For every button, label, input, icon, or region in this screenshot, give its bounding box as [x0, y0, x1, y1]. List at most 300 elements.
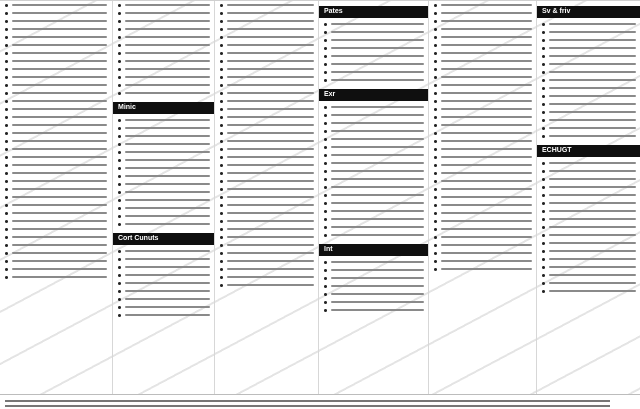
bullet-icon: [434, 36, 437, 39]
menu-item-text: [441, 100, 532, 102]
menu-item-row: [434, 209, 532, 217]
menu-item-text: [227, 164, 314, 166]
menu-item-text: [125, 135, 210, 137]
menu-item-text: [227, 124, 314, 126]
menu-item-row: [118, 41, 210, 49]
bullet-icon: [5, 68, 8, 71]
menu-item-text: [441, 84, 532, 86]
menu-item-text: [227, 180, 314, 182]
menu-item-text: [125, 191, 210, 193]
bullet-icon: [118, 290, 121, 293]
menu-item-row: [324, 274, 424, 282]
bullet-icon: [542, 266, 545, 269]
menu-item-text: [125, 20, 210, 22]
menu-item-row: [542, 44, 636, 52]
menu-item-row: [324, 183, 424, 191]
menu-item-row: [5, 41, 107, 49]
menu-item-row: [220, 201, 314, 209]
bullet-icon: [324, 79, 327, 82]
menu-item-text: [441, 172, 532, 174]
bullet-icon: [324, 154, 327, 157]
menu-item-text: [441, 196, 532, 198]
menu-item-row: [324, 159, 424, 167]
menu-item-text: [331, 31, 424, 33]
menu-item-row: [5, 177, 107, 185]
bullet-icon: [434, 68, 437, 71]
bullet-icon: [324, 31, 327, 34]
menu-item-row: [5, 25, 107, 33]
menu-item-text: [549, 202, 636, 204]
menu-item-row: [434, 121, 532, 129]
menu-item-row: [118, 33, 210, 41]
menu-item-row: [542, 100, 636, 108]
menu-item-text: [331, 269, 424, 271]
menu-column-4: [318, 1, 429, 394]
bullet-icon: [434, 260, 437, 263]
menu-item-row: [434, 73, 532, 81]
menu-item-row: [5, 209, 107, 217]
menu-item-text: [125, 274, 210, 276]
bullet-icon: [118, 258, 121, 261]
menu-item-row: [118, 212, 210, 220]
menu-item-row: [324, 306, 424, 314]
bullet-icon: [5, 20, 8, 23]
menu-item-text: [441, 260, 532, 262]
bullet-icon: [118, 143, 121, 146]
menu-item-text: [125, 28, 210, 30]
menu-item-text: [12, 12, 107, 14]
bullet-icon: [220, 84, 223, 87]
menu-item-text: [12, 132, 107, 134]
bullet-icon: [324, 293, 327, 296]
bullet-icon: [542, 242, 545, 245]
menu-item-text: [227, 28, 314, 30]
bullet-icon: [542, 258, 545, 261]
menu-item-row: [542, 28, 636, 36]
menu-item-text: [549, 119, 636, 121]
menu-item-row: [220, 137, 314, 145]
bullet-icon: [324, 146, 327, 149]
menu-column-3: [214, 1, 319, 394]
bullet-icon: [118, 274, 121, 277]
bullet-icon: [118, 266, 121, 269]
menu-item-text: [227, 172, 314, 174]
bullet-icon: [5, 52, 8, 55]
menu-item-row: [5, 161, 107, 169]
menu-item-row: [5, 273, 107, 281]
menu-item-row: [118, 164, 210, 172]
menu-item-row: [434, 145, 532, 153]
bullet-icon: [118, 76, 121, 79]
menu-item-text: [331, 162, 424, 164]
bullet-icon: [5, 76, 8, 79]
menu-item-text: [441, 52, 532, 54]
menu-item-text: [227, 204, 314, 206]
menu-item-row: [5, 257, 107, 265]
menu-item-text: [12, 36, 107, 38]
bullet-icon: [5, 276, 8, 279]
menu-item-text: [441, 140, 532, 142]
bullet-icon: [220, 100, 223, 103]
bullet-icon: [542, 178, 545, 181]
bullet-icon: [324, 23, 327, 26]
menu-item-row: [434, 201, 532, 209]
menu-item-text: [227, 36, 314, 38]
menu-item-row: [220, 273, 314, 281]
menu-item-text: [549, 55, 636, 57]
menu-item-text: [227, 236, 314, 238]
bullet-icon: [542, 119, 545, 122]
bullet-icon: [542, 79, 545, 82]
menu-item-text: [331, 309, 424, 311]
menu-item-text: [125, 298, 210, 300]
bullet-icon: [118, 12, 121, 15]
menu-item-text: [331, 55, 424, 57]
menu-item-text: [12, 116, 107, 118]
menu-item-row: [434, 137, 532, 145]
menu-item-text: [331, 47, 424, 49]
bullet-icon: [5, 100, 8, 103]
menu-item-text: [549, 79, 636, 81]
menu-item-text: [227, 12, 314, 14]
menu-item-text: [227, 52, 314, 54]
menu-item-text: [441, 116, 532, 118]
menu-item-row: [220, 265, 314, 273]
menu-item-text: [125, 290, 210, 292]
bullet-icon: [118, 84, 121, 87]
bullet-icon: [434, 236, 437, 239]
bullet-icon: [542, 87, 545, 90]
menu-item-text: [227, 20, 314, 22]
section-title: Cort Cunuts: [113, 233, 215, 245]
menu-item-text: [441, 188, 532, 190]
bullet-icon: [542, 127, 545, 130]
bullet-icon: [5, 204, 8, 207]
bullet-icon: [220, 68, 223, 71]
bullet-icon: [542, 103, 545, 106]
menu-item-text: [441, 92, 532, 94]
menu-item-row: [118, 204, 210, 212]
menu-item-text: [331, 261, 424, 263]
menu-item-row: [324, 298, 424, 306]
bullet-icon: [220, 172, 223, 175]
bullet-icon: [118, 119, 121, 122]
section-title: Pates: [319, 6, 429, 18]
menu-item-row: [542, 60, 636, 68]
menu-item-row: [434, 249, 532, 257]
menu-item-row: [5, 129, 107, 137]
bullet-icon: [5, 12, 8, 15]
bullet-icon: [542, 202, 545, 205]
menu-item-text: [12, 228, 107, 230]
menu-item-text: [331, 202, 424, 204]
bullet-icon: [324, 261, 327, 264]
menu-item-text: [549, 186, 636, 188]
menu-item-text: [12, 164, 107, 166]
menu-item-row: [118, 73, 210, 81]
menu-item-row: [324, 60, 424, 68]
menu-item-text: [125, 266, 210, 268]
menu-item-text: [227, 260, 314, 262]
bullet-icon: [324, 234, 327, 237]
bullet-icon: [118, 199, 121, 202]
menu-item-text: [549, 47, 636, 49]
bullet-icon: [220, 140, 223, 143]
menu-item-text: [12, 100, 107, 102]
menu-item-text: [125, 44, 210, 46]
menu-item-row: [324, 231, 424, 239]
bullet-icon: [324, 130, 327, 133]
menu-item-row: [5, 9, 107, 17]
bullet-icon: [118, 223, 121, 226]
menu-item-row: [220, 73, 314, 81]
menu-item-row: [434, 17, 532, 25]
bullet-icon: [542, 170, 545, 173]
menu-item-text: [441, 44, 532, 46]
bullet-icon: [220, 60, 223, 63]
footer-line-1: [5, 400, 610, 402]
bullet-icon: [542, 290, 545, 293]
menu-item-text: [125, 60, 210, 62]
menu-item-text: [12, 76, 107, 78]
bullet-icon: [5, 212, 8, 215]
menu-item-text: [331, 114, 424, 116]
menu-item-text: [125, 199, 210, 201]
menu-item-row: [118, 156, 210, 164]
bullet-icon: [5, 188, 8, 191]
menu-item-text: [227, 228, 314, 230]
menu-item-text: [441, 252, 532, 254]
bullet-icon: [434, 268, 437, 271]
menu-item-row: [220, 9, 314, 17]
menu-item-text: [331, 63, 424, 65]
bullet-icon: [324, 162, 327, 165]
menu-item-row: [118, 25, 210, 33]
bullet-icon: [5, 252, 8, 255]
bullet-icon: [5, 92, 8, 95]
menu-item-row: [324, 266, 424, 274]
bullet-icon: [542, 186, 545, 189]
bullet-icon: [324, 106, 327, 109]
menu-item-row: [118, 295, 210, 303]
menu-item-text: [549, 266, 636, 268]
menu-item-text: [227, 76, 314, 78]
menu-item-row: [5, 89, 107, 97]
menu-item-text: [331, 218, 424, 220]
bullet-icon: [220, 164, 223, 167]
menu-item-row: [434, 33, 532, 41]
menu-item-row: [542, 255, 636, 263]
menu-item-text: [441, 60, 532, 62]
menu-item-row: [118, 311, 210, 319]
bullet-icon: [324, 277, 327, 280]
menu-item-text: [125, 306, 210, 308]
menu-item-row: [220, 225, 314, 233]
bullet-icon: [220, 244, 223, 247]
menu-item-text: [125, 282, 210, 284]
menu-item-text: [441, 236, 532, 238]
menu-item-row: [434, 49, 532, 57]
menu-item-text: [549, 178, 636, 180]
bullet-icon: [118, 167, 121, 170]
menu-item-row: [324, 207, 424, 215]
bullet-icon: [118, 28, 121, 31]
menu-item-text: [441, 76, 532, 78]
bullet-icon: [220, 196, 223, 199]
bullet-icon: [324, 285, 327, 288]
menu-item-row: [5, 241, 107, 249]
menu-item-row: [5, 169, 107, 177]
menu-item-row: [118, 180, 210, 188]
bullet-icon: [542, 111, 545, 114]
menu-item-row: [434, 161, 532, 169]
footer-line-2: [5, 405, 610, 407]
bullet-icon: [220, 260, 223, 263]
menu-item-text: [125, 4, 210, 6]
menu-item-text: [441, 148, 532, 150]
menu-item-text: [549, 274, 636, 276]
menu-item-row: [220, 81, 314, 89]
bullet-icon: [434, 92, 437, 95]
menu-item-text: [125, 167, 210, 169]
bullet-icon: [434, 148, 437, 151]
menu-item-text: [12, 4, 107, 6]
menu-item-text: [12, 220, 107, 222]
bullet-icon: [220, 220, 223, 223]
bullet-icon: [434, 172, 437, 175]
bullet-icon: [220, 124, 223, 127]
menu-item-text: [331, 138, 424, 140]
menu-item-row: [220, 185, 314, 193]
bullet-icon: [220, 156, 223, 159]
bullet-icon: [434, 244, 437, 247]
menu-item-row: [118, 49, 210, 57]
bullet-icon: [324, 194, 327, 197]
bullet-icon: [324, 114, 327, 117]
menu-item-row: [118, 148, 210, 156]
menu-item-text: [12, 180, 107, 182]
menu-item-row: [542, 68, 636, 76]
bullet-icon: [220, 212, 223, 215]
menu-item-text: [549, 242, 636, 244]
menu-item-row: [324, 151, 424, 159]
menu-item-row: [220, 233, 314, 241]
menu-item-row: [324, 28, 424, 36]
menu-item-text: [125, 159, 210, 161]
menu-item-text: [549, 111, 636, 113]
menu-item-row: [118, 132, 210, 140]
menu-item-row: [542, 159, 636, 167]
bullet-icon: [542, 39, 545, 42]
menu-item-row: [542, 92, 636, 100]
menu-item-text: [331, 71, 424, 73]
menu-item-text: [549, 31, 636, 33]
menu-item-row: [542, 191, 636, 199]
menu-item-row: [542, 20, 636, 28]
menu-item-row: [434, 65, 532, 73]
bullet-icon: [542, 218, 545, 221]
menu-item-text: [227, 212, 314, 214]
bullet-icon: [5, 196, 8, 199]
menu-item-row: [220, 257, 314, 265]
menu-item-row: [434, 9, 532, 17]
menu-item-row: [434, 225, 532, 233]
bullet-icon: [434, 28, 437, 31]
menu-item-row: [118, 279, 210, 287]
menu-item-text: [227, 132, 314, 134]
bullet-icon: [5, 236, 8, 239]
menu-item-text: [549, 218, 636, 220]
menu-item-row: [5, 57, 107, 65]
section-title: Sv & friv: [537, 6, 640, 18]
bullet-icon: [118, 314, 121, 317]
menu-item-text: [227, 276, 314, 278]
bullet-icon: [434, 164, 437, 167]
menu-column-1: [0, 1, 112, 394]
menu-item-text: [227, 156, 314, 158]
menu-item-row: [220, 177, 314, 185]
bullet-icon: [5, 4, 8, 7]
menu-item-text: [549, 23, 636, 25]
menu-item-row: [118, 247, 210, 255]
menu-item-row: [434, 1, 532, 9]
menu-item-row: [324, 36, 424, 44]
bullet-icon: [434, 84, 437, 87]
menu-item-text: [441, 156, 532, 158]
menu-item-row: [542, 84, 636, 92]
menu-item-text: [441, 268, 532, 270]
bullet-icon: [5, 228, 8, 231]
menu-item-row: [5, 65, 107, 73]
menu-item-row: [118, 287, 210, 295]
menu-item-text: [227, 60, 314, 62]
menu-item-text: [549, 135, 636, 137]
menu-item-text: [549, 170, 636, 172]
bullet-icon: [5, 260, 8, 263]
menu-item-text: [125, 84, 210, 86]
menu-item-row: [220, 1, 314, 9]
menu-item-row: [5, 249, 107, 257]
menu-item-row: [220, 209, 314, 217]
menu-item-text: [125, 92, 210, 94]
menu-item-row: [324, 175, 424, 183]
menu-item-text: [125, 258, 210, 260]
bullet-icon: [542, 47, 545, 50]
menu-item-text: [125, 52, 210, 54]
menu-item-row: [542, 271, 636, 279]
menu-item-text: [227, 84, 314, 86]
menu-item-row: [118, 220, 210, 228]
menu-item-row: [324, 44, 424, 52]
menu-item-text: [331, 226, 424, 228]
bullet-icon: [324, 186, 327, 189]
menu-item-row: [542, 108, 636, 116]
menu-item-row: [5, 33, 107, 41]
menu-item-row: [118, 196, 210, 204]
bullet-icon: [220, 36, 223, 39]
bullet-icon: [118, 215, 121, 218]
menu-item-row: [5, 225, 107, 233]
bullet-icon: [118, 36, 121, 39]
bullet-icon: [118, 68, 121, 71]
menu-item-row: [434, 233, 532, 241]
menu-item-text: [549, 103, 636, 105]
menu-item-row: [542, 183, 636, 191]
menu-item-text: [227, 108, 314, 110]
menu-item-row: [5, 121, 107, 129]
bullet-icon: [434, 12, 437, 15]
menu-item-row: [324, 68, 424, 76]
